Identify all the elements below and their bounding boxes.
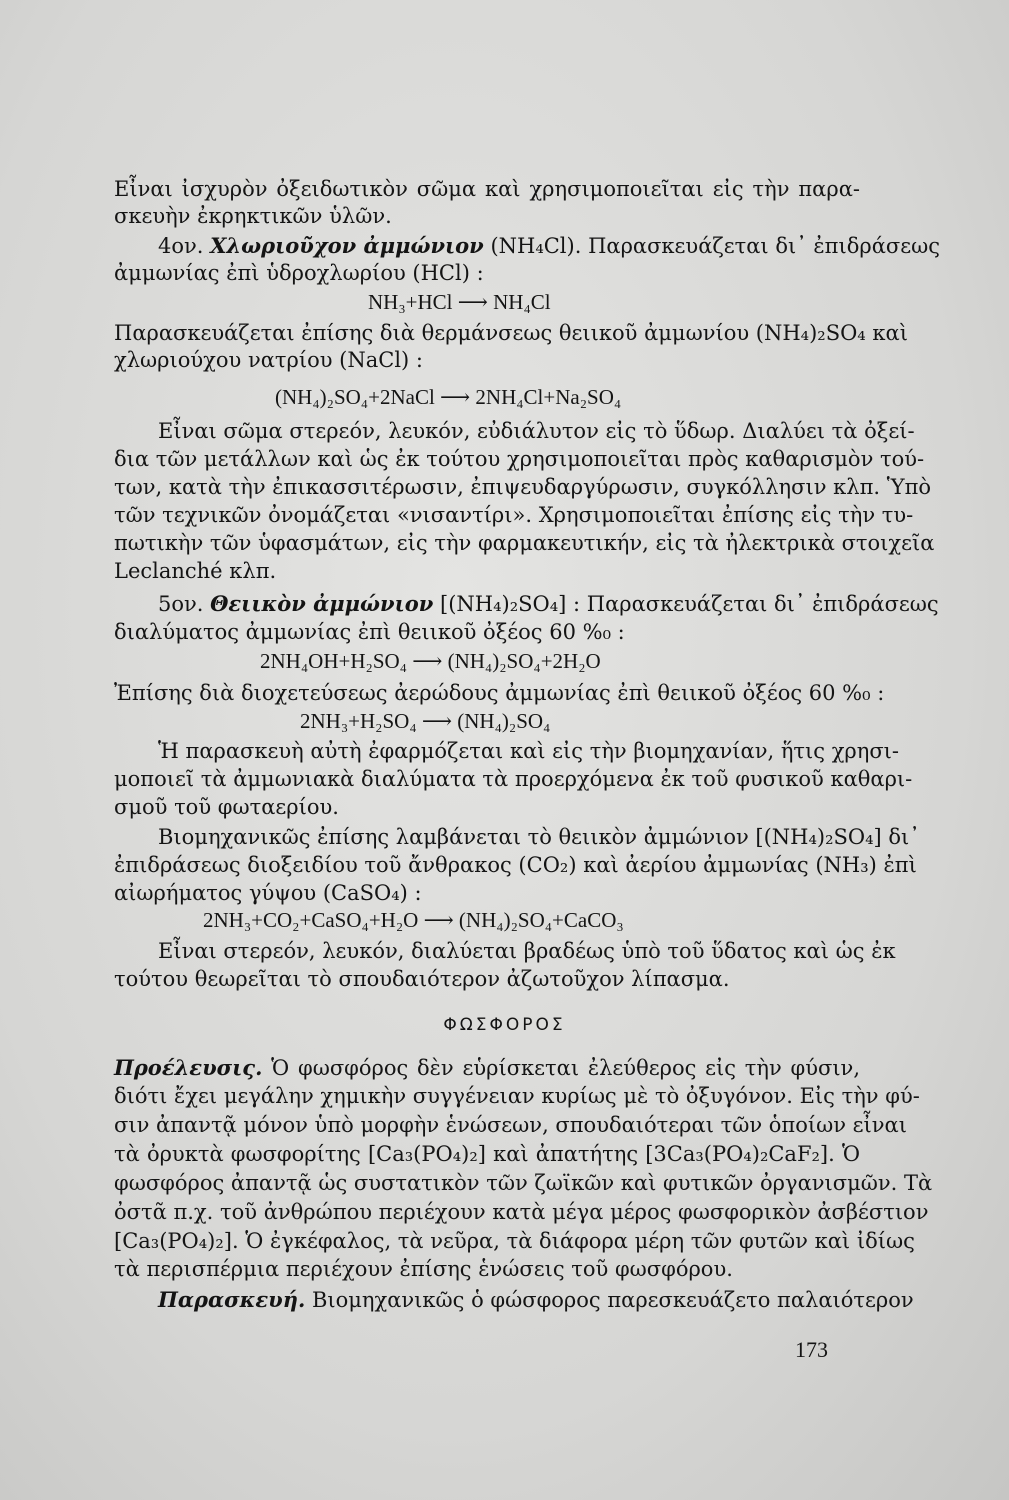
text-line: Εἶναι ἰσχυρὸν ὀξειδωτικὸν σῶμα καὶ χρησιμοποιεῖται εἰς τὴν παρα- — [114, 177, 860, 201]
text-line: Ἐπίσης διὰ διοχετεύσεως ἀερώδους ἀμμωνίας ἐπὶ θειικοῦ ὀξέος 60 %₀ : — [114, 681, 885, 705]
text-run: Ὁ φωσφόρος δὲν εὑρίσκεται ἐλεύθερος εἰς τὴν φύσιν, — [262, 1056, 860, 1080]
text-line: χλωριούχου νατρίου (NaCl) : — [114, 348, 424, 372]
text-line: ἀμμωνίας ἐπὶ ὑδροχλωρίου (HCl) : — [114, 261, 484, 285]
text-run: (NH₄Cl). Παρασκευάζεται δι᾽ ἐπιδράσεως — [483, 234, 940, 258]
chemical-equation: NH₃+HCl ⟶ NH₄Cl — [368, 290, 551, 314]
paragraph-title: Προέλευσις. — [114, 1055, 263, 1080]
chemical-equation: 2NH₃+H₂SO₄ ⟶ (NH₄)₂SO₄ — [300, 709, 551, 733]
text-line — [158, 590, 939, 618]
text-line: σιν ἀπαντᾷ μόνον ὑπὸ μορφὴν ἑνώσεων, σπουδαιότεραι τῶν ὁποίων εἶναι — [114, 1113, 907, 1137]
text-line: τὰ περισπέρμια περιέχουν ἐπίσης ἑνώσεις τοῦ φωσφόρου. — [114, 1257, 733, 1281]
text-line: διαλύματος ἀμμωνίας ἐπὶ θειικοῦ ὀξέος 60 %₀ : — [114, 620, 625, 644]
chemical-equation: 2NH₃+CO₂+CaSO₄+H₂O ⟶ (NH₄)₂SO₄+CaCO₃ — [203, 908, 624, 932]
text-line: σκευὴν ἐκρηκτικῶν ὑλῶν. — [114, 204, 392, 228]
text-line: Βιομηχανικῶς ἐπίσης λαμβάνεται τὸ θειικὸν ἀμμώνιον [(NH₄)₂SO₄] δι᾽ — [158, 825, 920, 849]
text-line: Εἶναι στερεόν, λευκόν, διαλύεται βραδέως ὑπὸ τοῦ ὕδατος καὶ ὡς ἐκ — [158, 939, 896, 963]
text-line: [Ca₃(PO₄)₂]. Ὁ ἐγκέφαλος, τὰ νεῦρα, τὰ διάφορα μέρη τῶν φυτῶν καὶ ἰδίως — [114, 1229, 915, 1253]
chemical-equation: 2NH₄OH+H₂SO₄ ⟶ (NH₄)₂SO₄+2H₂O — [260, 649, 601, 673]
text-line: τὰ ὀρυκτὰ φωσφορίτης [Ca₃(PO₄)₂] καὶ ἀπατήτης [3Ca₃(PO₄)₂CaF₂]. Ὁ — [114, 1142, 860, 1166]
text-line — [158, 232, 940, 260]
text-run: [(NH₄)₂SO₄] : Παρασκευάζεται δι᾽ ἐπιδράσεως — [433, 592, 939, 616]
text-line — [114, 1054, 860, 1082]
text-line: φωσφόρος ἀπαντᾷ ὡς συστατικὸν τῶν ζωϊκῶν καὶ φυτικῶν ὀργανισμῶν. Τὰ — [114, 1171, 933, 1195]
text-line: Leclanché κλπ. — [114, 559, 277, 583]
text-line: ὀστᾶ π.χ. τοῦ ἀνθρώπου περιέχουν κατὰ μέγα μέρος φωσφορικὸν ἀσβέστιον — [114, 1200, 929, 1224]
text-line: δια τῶν μετάλλων καὶ ὡς ἐκ τούτου χρησιμοποιεῖται πρὸς καθαρισμὸν τού- — [114, 447, 925, 471]
text-line: τῶν τεχνικῶν ὀνομάζεται «νισαντίρι». Χρησιμοποιεῖται ἐπίσης εἰς τὴν τυ- — [114, 503, 914, 527]
text-line: Παρασκευάζεται ἐπίσης διὰ θερμάνσεως θειικοῦ ἀμμωνίου (NH₄)₂SO₄ καὶ — [114, 321, 908, 345]
text-run: Βιομηχανικῶς ὁ φώσφορος παρεσκευάζετο παλαιότερον — [305, 1288, 914, 1312]
text-line: Ἡ παρασκευὴ αὐτὴ ἐφαρμόζεται καὶ εἰς τὴν βιομηχανίαν, ἥτις χρησι- — [158, 739, 900, 763]
text-line: τούτου θεωρεῖται τὸ σπουδαιότερον ἀζωτοῦχον λίπασμα. — [114, 967, 730, 991]
item-number: 5ον. — [158, 592, 211, 616]
chemical-equation: (NH₄)₂SO₄+2NaCl ⟶ 2NH₄Cl+Na₂SO₄ — [275, 385, 622, 409]
page-number: 173 — [795, 1337, 828, 1362]
item-number: 4ον. — [158, 234, 211, 258]
section-heading: ΦΩΣΦΟΡΟΣ — [443, 1015, 566, 1035]
text-line: αἰωρήματος γύψου (CaSO₄) : — [114, 881, 422, 905]
text-line — [158, 1286, 914, 1314]
text-line: Εἶναι σῶμα στερεόν, λευκόν, εὐδιάλυτον εἰς τὸ ὕδωρ. Διαλύει τὰ ὀξεί- — [158, 419, 915, 443]
text-line: διότι ἔχει μεγάλην χημικὴν συγγένειαν κυρίως μὲ τὸ ὀξυγόνον. Εἰς τὴν φύ- — [114, 1084, 920, 1108]
subsection-title: Θειικὸν ἀμμώνιον — [210, 591, 434, 616]
paragraph-title: Παρασκευή. — [158, 1287, 306, 1312]
text-line: ἐπιδράσεως διοξειδίου τοῦ ἄνθρακος (CO₂) καὶ ἀερίου ἀμμωνίας (NH₃) ἐπὶ — [114, 853, 917, 877]
text-line: πωτικὴν τῶν ὑφασμάτων, εἰς τὴν φαρμακευτικήν, εἰς τὰ ἠλεκτρικὰ στοιχεῖα — [114, 531, 935, 555]
text-line: σμοῦ τοῦ φωταερίου. — [114, 795, 339, 819]
text-line: των, κατὰ τὴν ἐπικασσιτέρωσιν, ἐπιψευδαργύρωσιν, συγκόλλησιν κλπ. Ὑπὸ — [114, 475, 932, 499]
text-line: μοποιεῖ τὰ ἀμμωνιακὰ διαλύματα τὰ προερχόμενα ἐκ τοῦ φυσικοῦ καθαρι- — [114, 767, 913, 791]
subsection-title: Χλωριοῦχον ἀμμώνιον — [210, 233, 484, 258]
